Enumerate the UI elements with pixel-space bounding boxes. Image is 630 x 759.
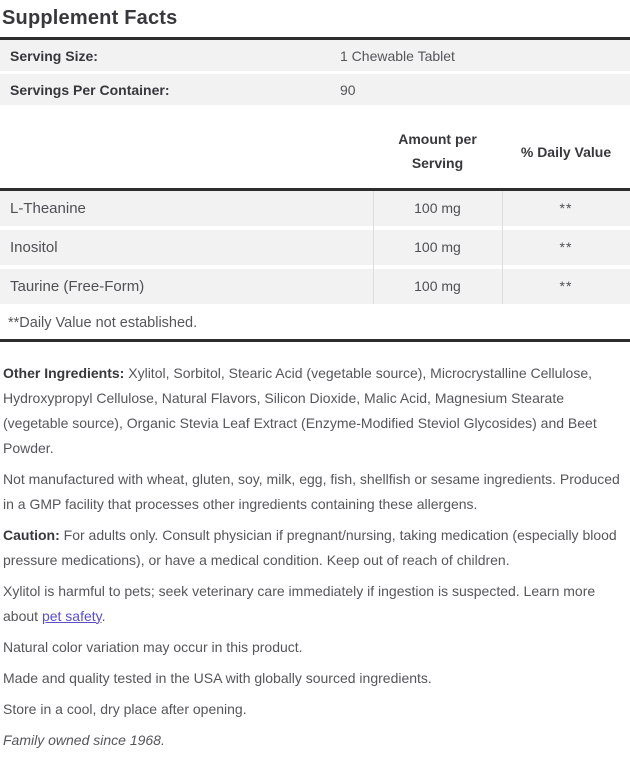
- pet-safety-text: Xylitol is harmful to pets; seek veterinary care immediately if ingestion is suspected. Learn more about: [3, 582, 596, 624]
- color-variation-paragraph: Natural color variation may occur in this product.: [3, 638, 303, 655]
- family-owned-note: Family owned since 1968.: [3, 731, 165, 748]
- servings-per-container-label: Servings Per Container:: [10, 81, 170, 98]
- caution-label: Caution:: [3, 526, 60, 543]
- nutrient-name: Taurine (Free-Form): [10, 277, 145, 295]
- amount-per-serving-header: Amount per Serving: [398, 131, 477, 171]
- nutrient-amount: 100 mg: [414, 200, 461, 217]
- nutrient-amount: 100 mg: [414, 278, 461, 295]
- nutrient-amount: 100 mg: [414, 239, 461, 256]
- column-divider-amount: [373, 191, 374, 304]
- serving-size-row: [0, 40, 630, 71]
- daily-value-header: % Daily Value: [520, 143, 612, 160]
- panel-title: Supplement Facts: [2, 7, 178, 29]
- other-ingredients-paragraph: [3, 361, 630, 461]
- allergen-paragraph: Not manufactured with wheat, gluten, soy, milk, egg, fish, shellfish or sesame ingredients. Produced in a GMP facility that processes other ingredients containing these allergens.: [3, 470, 620, 512]
- nutrient-daily-value: **: [559, 200, 573, 217]
- pet-safety-link[interactable]: pet safety: [41, 607, 102, 624]
- table-row: [0, 230, 630, 265]
- storage-paragraph: Store in a cool, dry place after opening.: [3, 700, 247, 717]
- nutrient-table-body: [0, 191, 630, 304]
- table-row: [0, 269, 630, 304]
- nutrient-table-header: [0, 108, 630, 188]
- made-in-usa-paragraph: Made and quality tested in the USA with globally sourced ingredients.: [3, 669, 432, 686]
- daily-value-footnote: **Daily Value not established.: [0, 308, 630, 339]
- nutrient-daily-value: **: [559, 239, 573, 256]
- serving-size-value: 1 Chewable Tablet: [340, 47, 455, 64]
- table-row: [0, 191, 630, 226]
- column-divider-daily-value: [502, 191, 503, 304]
- other-ingredients-label: Other Ingredients:: [3, 364, 125, 381]
- serving-size-label: Serving Size:: [10, 47, 98, 64]
- caution-text: For adults only. Consult physician if pregnant/nursing, taking medication (especially blood pressure medications), or have a medical condition. Keep out of reach of children.: [3, 526, 617, 568]
- pet-safety-paragraph: [3, 579, 630, 629]
- other-ingredients-text: Xylitol, Sorbitol, Stearic Acid (vegetable source), Microcrystalline Cellulose, Hydroxypropyl Cellulose, Natural Flavors, Silicon Dioxide, Malic Acid, Magnesium Stearate (vegetable source), Organic Stevia Leaf Extract (Enzyme-Modified Steviol Glycosides) and Beet Powder.: [3, 364, 597, 456]
- caution-paragraph: [3, 523, 630, 573]
- nutrient-name: Inositol: [10, 238, 58, 256]
- servings-per-container-row: [0, 74, 630, 105]
- servings-per-container-value: 90: [340, 81, 356, 98]
- pet-safety-period: .: [101, 607, 106, 624]
- nutrient-daily-value: **: [559, 278, 573, 295]
- info-paragraphs: [0, 342, 630, 753]
- nutrient-name: L-Theanine: [10, 199, 86, 217]
